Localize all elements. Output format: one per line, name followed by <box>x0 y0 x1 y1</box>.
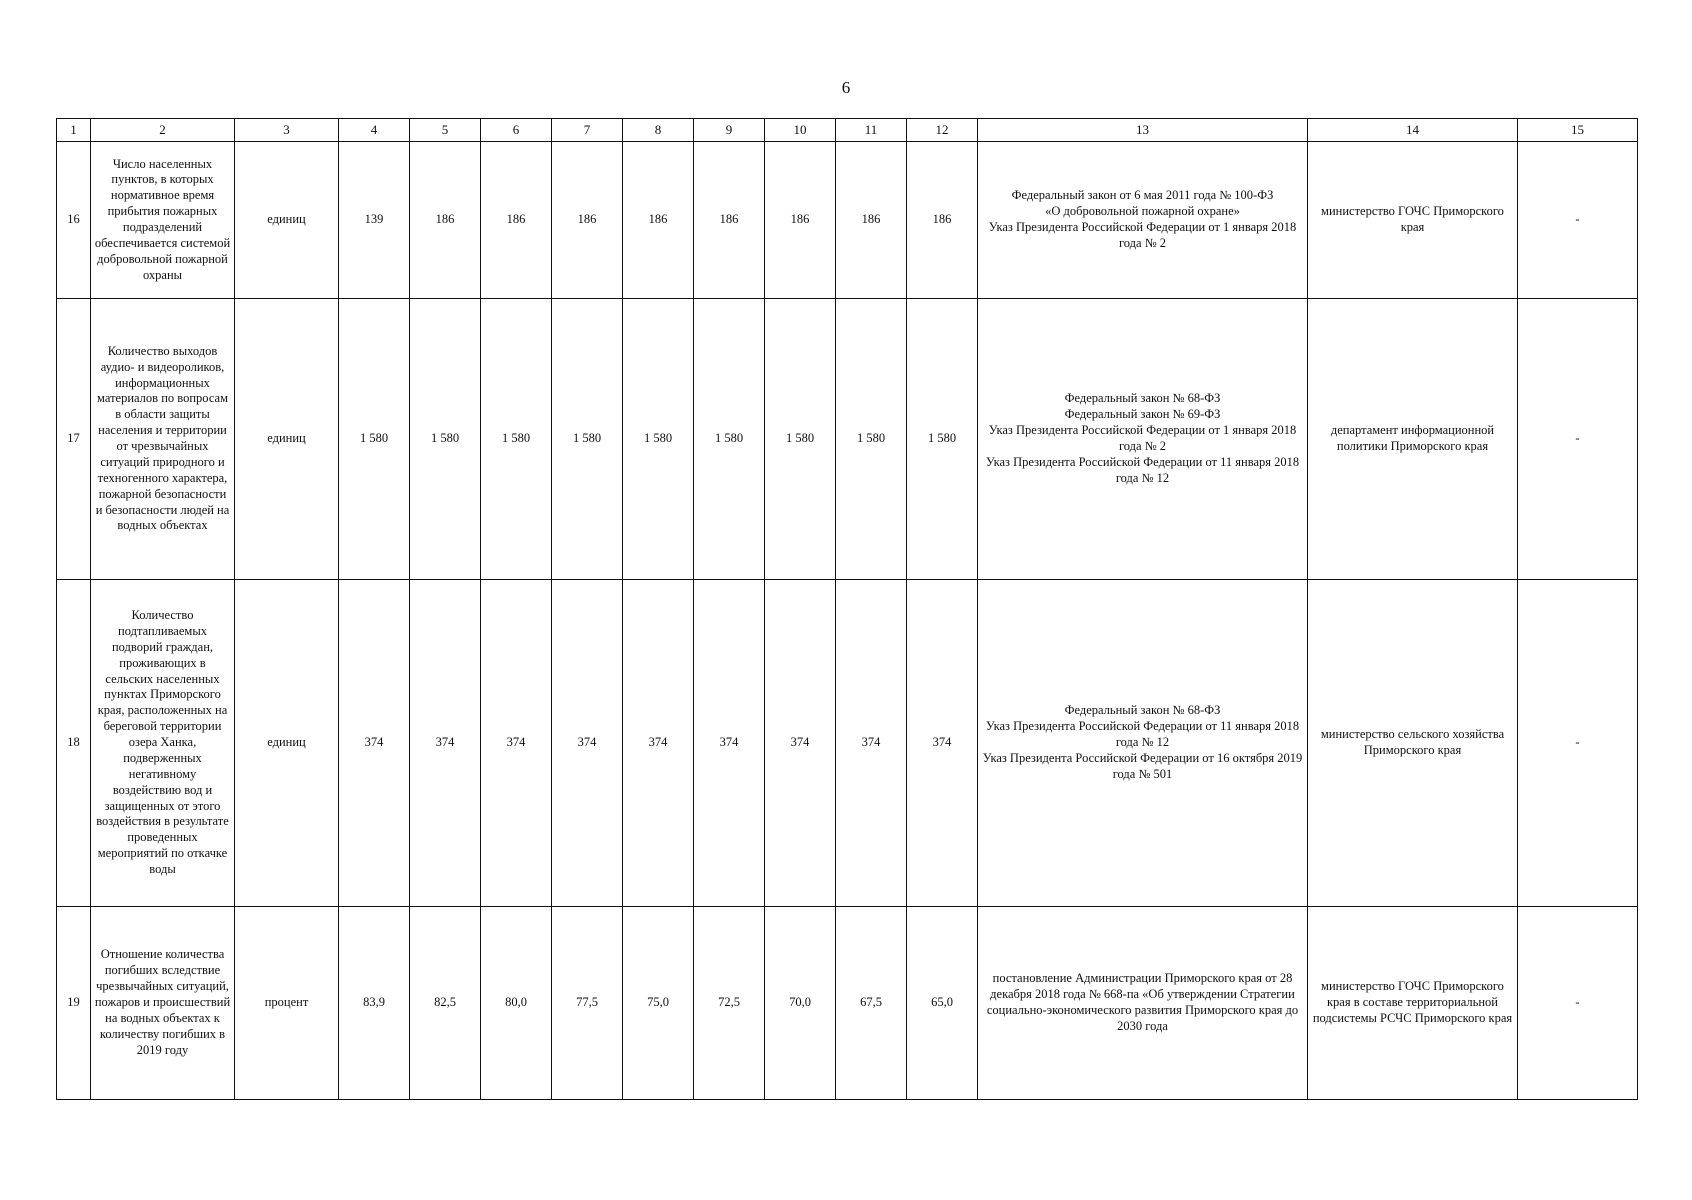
unit-cell: единиц <box>235 299 339 580</box>
responsible-body: министерство ГОЧС Приморского края <box>1308 142 1518 299</box>
legal-basis: Федеральный закон от 6 мая 2011 года № 100-ФЗ «О добровольной пожарной охране» Указ Президента Российской Федерации от 1 января 2018 года № 2 <box>978 142 1308 299</box>
value-cell: 72,5 <box>694 907 765 1100</box>
table-row <box>57 907 1638 1100</box>
value-cell: 70,0 <box>765 907 836 1100</box>
value-cell: 65,0 <box>907 907 978 1100</box>
unit-cell: единиц <box>235 142 339 299</box>
value-cell: 1 580 <box>694 299 765 580</box>
header-cell: 8 <box>623 119 694 142</box>
indicator-name: Количество выходов аудио- и видеороликов, информационных материалов по вопросам в области защиты населения и территории от чрезвычайных ситуаций природного и техногенного характера, пожарной безопасности и безопасности людей на водных объектах <box>91 299 235 580</box>
value-cell: 67,5 <box>836 907 907 1100</box>
row-number: 17 <box>57 299 91 580</box>
header-cell: 15 <box>1518 119 1638 142</box>
value-cell: 1 580 <box>552 299 623 580</box>
value-cell: 186 <box>552 142 623 299</box>
value-cell: 1 580 <box>481 299 552 580</box>
header-row <box>57 119 1638 142</box>
header-cell: 10 <box>765 119 836 142</box>
value-cell: 1 580 <box>410 299 481 580</box>
row-number: 18 <box>57 580 91 907</box>
value-cell: 139 <box>339 142 410 299</box>
header-cell: 7 <box>552 119 623 142</box>
value-cell: 374 <box>836 580 907 907</box>
value-cell: 83,9 <box>339 907 410 1100</box>
indicators-table <box>56 118 1638 1100</box>
value-cell: 82,5 <box>410 907 481 1100</box>
legal-basis: постановление Администрации Приморского края от 28 декабря 2018 года № 668-па «Об утверждении Стратегии социально-экономического развития Приморского края до 2030 года <box>978 907 1308 1100</box>
table-row <box>57 580 1638 907</box>
header-cell: 5 <box>410 119 481 142</box>
responsible-body: департамент информационной политики Приморского края <box>1308 299 1518 580</box>
value-cell: 1 580 <box>907 299 978 580</box>
value-cell: 374 <box>339 580 410 907</box>
header-cell: 9 <box>694 119 765 142</box>
value-cell: 1 580 <box>765 299 836 580</box>
header-cell: 14 <box>1308 119 1518 142</box>
header-cell: 13 <box>978 119 1308 142</box>
value-cell: 186 <box>694 142 765 299</box>
unit-cell: единиц <box>235 580 339 907</box>
responsible-body: министерство ГОЧС Приморского края в составе территориальной подсистемы РСЧС Приморского края <box>1308 907 1518 1100</box>
table-row <box>57 142 1638 299</box>
header-cell: 6 <box>481 119 552 142</box>
value-cell: 374 <box>694 580 765 907</box>
value-cell: 374 <box>623 580 694 907</box>
header-cell: 3 <box>235 119 339 142</box>
responsible-body: министерство сельского хозяйства Приморского края <box>1308 580 1518 907</box>
value-cell: 1 580 <box>339 299 410 580</box>
value-cell: 80,0 <box>481 907 552 1100</box>
column-15-cell: - <box>1518 299 1638 580</box>
value-cell: 186 <box>481 142 552 299</box>
value-cell: 374 <box>765 580 836 907</box>
value-cell: 374 <box>552 580 623 907</box>
value-cell: 374 <box>907 580 978 907</box>
value-cell: 77,5 <box>552 907 623 1100</box>
indicator-name: Число населенных пунктов, в которых нормативное время прибытия пожарных подразделений обеспечивается системой добровольной пожарной охраны <box>91 142 235 299</box>
value-cell: 1 580 <box>623 299 694 580</box>
table-row <box>57 299 1638 580</box>
page-number: 6 <box>841 78 851 97</box>
row-number: 19 <box>57 907 91 1100</box>
unit-cell: процент <box>235 907 339 1100</box>
value-cell: 1 580 <box>836 299 907 580</box>
indicator-name: Отношение количества погибших вследствие чрезвычайных ситуаций, пожаров и происшествий на водных объектах к количеству погибших в 2019 году <box>91 907 235 1100</box>
value-cell: 186 <box>907 142 978 299</box>
column-15-cell: - <box>1518 907 1638 1100</box>
value-cell: 186 <box>410 142 481 299</box>
header-cell: 12 <box>907 119 978 142</box>
header-cell: 2 <box>91 119 235 142</box>
legal-basis: Федеральный закон № 68-ФЗ Федеральный закон № 69-ФЗ Указ Президента Российской Федерации от 1 января 2018 года № 2 Указ Президента Российской Федерации от 11 января 2018 года № 12 <box>978 299 1308 580</box>
value-cell: 374 <box>481 580 552 907</box>
column-15-cell: - <box>1518 142 1638 299</box>
header-cell: 1 <box>57 119 91 142</box>
row-number: 16 <box>57 142 91 299</box>
legal-basis: Федеральный закон № 68-ФЗ Указ Президента Российской Федерации от 11 января 2018 года № 12 Указ Президента Российской Федерации от 16 октября 2019 года № 501 <box>978 580 1308 907</box>
value-cell: 75,0 <box>623 907 694 1100</box>
value-cell: 186 <box>765 142 836 299</box>
value-cell: 186 <box>623 142 694 299</box>
column-15-cell: - <box>1518 580 1638 907</box>
header-cell: 11 <box>836 119 907 142</box>
value-cell: 374 <box>410 580 481 907</box>
header-cell: 4 <box>339 119 410 142</box>
value-cell: 186 <box>836 142 907 299</box>
indicator-name: Количество подтапливаемых подворий граждан, проживающих в сельских населенных пунктах Приморского края, расположенных на береговой территории озера Ханка, подверженных негативному воздействию вод и защищенных от этого воздействия в результате проведенных мероприятий по откачке воды <box>91 580 235 907</box>
